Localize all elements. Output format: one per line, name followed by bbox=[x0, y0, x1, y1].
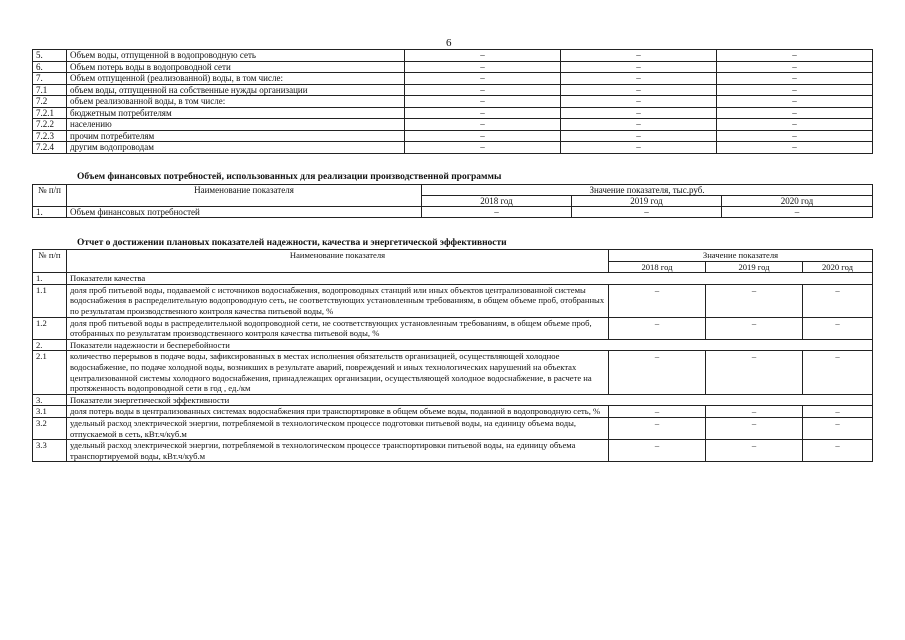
row-value-2020: – bbox=[717, 84, 873, 96]
row-value-2018: – bbox=[405, 130, 561, 142]
indicators-title: Отчет о достижении плановых показателей надежности, качества и энергетической эффективности bbox=[77, 238, 507, 248]
volumes-table bbox=[32, 49, 873, 154]
row-value-2018: – bbox=[405, 96, 561, 108]
row-num: 3.3 bbox=[33, 440, 67, 462]
header-num: № п/п bbox=[33, 250, 67, 273]
row-value-2020: – bbox=[717, 107, 873, 119]
table-row bbox=[33, 119, 873, 131]
row-value-2018: – bbox=[405, 73, 561, 85]
row-name: доля потерь воды в централизованных системах водоснабжения при транспортировке в общем объеме воды, поданной в водопроводную сеть, % bbox=[67, 406, 609, 418]
header-year-2020: 2020 год bbox=[803, 261, 873, 273]
header-year-2019: 2019 год bbox=[572, 196, 722, 207]
row-name: объем воды, отпущенной на собственные нужды организации bbox=[67, 84, 405, 96]
row-value-2019: – bbox=[706, 406, 803, 418]
row-value-2018: – bbox=[405, 84, 561, 96]
row-value-2019: – bbox=[706, 440, 803, 462]
header-num: № п/п bbox=[33, 185, 67, 207]
row-value-2020: – bbox=[803, 440, 873, 462]
row-num: 7.1 bbox=[33, 84, 67, 96]
row-name: Объем финансовых потребностей bbox=[67, 207, 422, 218]
table-row bbox=[33, 130, 873, 142]
row-value-2018: – bbox=[609, 317, 706, 339]
header-year-2018: 2018 год bbox=[609, 261, 706, 273]
page-number: 6 bbox=[446, 37, 452, 49]
row-name: Показатели качества bbox=[67, 273, 873, 285]
row-name: Показатели надежности и бесперебойности bbox=[67, 339, 873, 351]
row-value-2018: – bbox=[405, 107, 561, 119]
row-value-2018: – bbox=[422, 207, 572, 218]
header-name: Наименование показателя bbox=[67, 185, 422, 207]
row-name: объем реализованной воды, в том числе: bbox=[67, 96, 405, 108]
row-num: 1.1 bbox=[33, 284, 67, 317]
volumes-table-body bbox=[33, 50, 873, 154]
header-year-2020: 2020 год bbox=[722, 196, 873, 207]
row-value-2019: – bbox=[706, 417, 803, 439]
row-value-2019: – bbox=[561, 142, 717, 154]
section-row bbox=[33, 273, 873, 285]
table-row bbox=[33, 142, 873, 154]
row-value-2018: – bbox=[405, 50, 561, 62]
header-value: Значение показателя bbox=[609, 250, 873, 262]
row-value-2020: – bbox=[803, 317, 873, 339]
section-row bbox=[33, 339, 873, 351]
row-value-2020: – bbox=[717, 96, 873, 108]
row-num: 1. bbox=[33, 207, 67, 218]
row-value-2019: – bbox=[706, 317, 803, 339]
row-num: 6. bbox=[33, 61, 67, 73]
table-row bbox=[33, 417, 873, 439]
row-num: 7. bbox=[33, 73, 67, 85]
table-row bbox=[33, 440, 873, 462]
row-num: 3. bbox=[33, 394, 67, 406]
table-row bbox=[33, 284, 873, 317]
row-value-2019: – bbox=[706, 351, 803, 394]
row-value-2018: – bbox=[609, 284, 706, 317]
row-name: удельный расход электрической энергии, потребляемой в технологическом процессе подготовки питьевой воды, на единицу объема воды, отпускаемой в сеть, кВт.ч/куб.м bbox=[67, 417, 609, 439]
row-value-2020: – bbox=[717, 50, 873, 62]
table-row bbox=[33, 351, 873, 394]
row-value-2018: – bbox=[609, 417, 706, 439]
row-value-2020: – bbox=[717, 142, 873, 154]
table-row bbox=[33, 107, 873, 119]
row-num: 1. bbox=[33, 273, 67, 285]
row-name: другим водопроводам bbox=[67, 142, 405, 154]
row-value-2019: – bbox=[706, 284, 803, 317]
row-name: Объем воды, отпущенной в водопроводную сеть bbox=[67, 50, 405, 62]
table-row bbox=[33, 73, 873, 85]
row-name: Объем потерь воды в водопроводной сети bbox=[67, 61, 405, 73]
row-name: доля проб питьевой воды, подаваемой с источников водоснабжения, водопроводных станций или иных объектов централизованной системы водоснабжения в распределительную водопроводную сеть, не соответствующих установленным требованиям, в общем объеме проб, отобранных по результатам производственного контроля качества питьевой воды, % bbox=[67, 284, 609, 317]
header-year-2019: 2019 год bbox=[706, 261, 803, 273]
row-value-2018: – bbox=[405, 119, 561, 131]
row-name: бюджетным потребителям bbox=[67, 107, 405, 119]
row-name: удельный расход электрической энергии, потребляемой в технологическом процессе транспортировки питьевой воды, на единицу объема транспортируемой воды, кВт.ч/куб.м bbox=[67, 440, 609, 462]
row-value-2018: – bbox=[609, 440, 706, 462]
row-num: 7.2.2 bbox=[33, 119, 67, 131]
table-row bbox=[33, 96, 873, 108]
row-num: 7.2 bbox=[33, 96, 67, 108]
table-row bbox=[33, 317, 873, 339]
financial-needs-table bbox=[32, 184, 873, 218]
row-value-2018: – bbox=[609, 351, 706, 394]
row-value-2019: – bbox=[561, 50, 717, 62]
row-value-2019: – bbox=[561, 130, 717, 142]
row-value-2020: – bbox=[717, 61, 873, 73]
row-num: 2. bbox=[33, 339, 67, 351]
row-value-2019: – bbox=[561, 119, 717, 131]
table-row bbox=[33, 50, 873, 62]
row-value-2019: – bbox=[572, 207, 722, 218]
row-name: доля проб питьевой воды в распределительной водопроводной сети, не соответствующих установленным требованиям, в общем объеме проб, отобранных по результатам производственного контроля качества питьевой воды, % bbox=[67, 317, 609, 339]
row-value-2020: – bbox=[803, 284, 873, 317]
row-num: 1.2 bbox=[33, 317, 67, 339]
row-num: 3.1 bbox=[33, 406, 67, 418]
row-value-2018: – bbox=[405, 142, 561, 154]
row-value-2020: – bbox=[717, 73, 873, 85]
row-name: количество перерывов в подаче воды, зафиксированных в местах исполнения обязательств организацией, осуществляющей холодное водоснабжение, по подаче холодной воды, возникших в результате аварий, повреждений и иных технологических нарушений на объектах централизованной системы холодного водоснабжения, принадлежащих организации, осуществляющей холодное водоснабжение, в расчете на протяженность водопроводной сети в год , ед./км bbox=[67, 351, 609, 394]
row-value-2020: – bbox=[722, 207, 873, 218]
row-value-2018: – bbox=[609, 406, 706, 418]
indicators-table bbox=[32, 249, 873, 462]
section-row bbox=[33, 394, 873, 406]
row-name: прочим потребителям bbox=[67, 130, 405, 142]
row-name: Показатели энергетической эффективности bbox=[67, 394, 873, 406]
row-name: Объем отпущенной (реализованной) воды, в том числе: bbox=[67, 73, 405, 85]
row-num: 2.1 bbox=[33, 351, 67, 394]
table-row bbox=[33, 61, 873, 73]
row-value-2019: – bbox=[561, 73, 717, 85]
row-value-2020: – bbox=[803, 406, 873, 418]
row-value-2019: – bbox=[561, 107, 717, 119]
row-num: 7.2.1 bbox=[33, 107, 67, 119]
row-value-2020: – bbox=[803, 417, 873, 439]
table-row bbox=[33, 406, 873, 418]
row-name: населению bbox=[67, 119, 405, 131]
row-value-2020: – bbox=[717, 119, 873, 131]
header-year-2018: 2018 год bbox=[422, 196, 572, 207]
table-row bbox=[33, 207, 873, 218]
financial-needs-title: Объем финансовых потребностей, использованных для реализации производственной программы bbox=[77, 172, 502, 182]
header-value: Значение показателя, тыс.руб. bbox=[422, 185, 873, 196]
row-value-2019: – bbox=[561, 61, 717, 73]
row-value-2019: – bbox=[561, 96, 717, 108]
row-num: 5. bbox=[33, 50, 67, 62]
row-num: 7.2.4 bbox=[33, 142, 67, 154]
row-num: 7.2.3 bbox=[33, 130, 67, 142]
row-value-2020: – bbox=[803, 351, 873, 394]
table-row bbox=[33, 84, 873, 96]
row-value-2019: – bbox=[561, 84, 717, 96]
row-num: 3.2 bbox=[33, 417, 67, 439]
row-value-2020: – bbox=[717, 130, 873, 142]
row-value-2018: – bbox=[405, 61, 561, 73]
header-name: Наименование показателя bbox=[67, 250, 609, 273]
